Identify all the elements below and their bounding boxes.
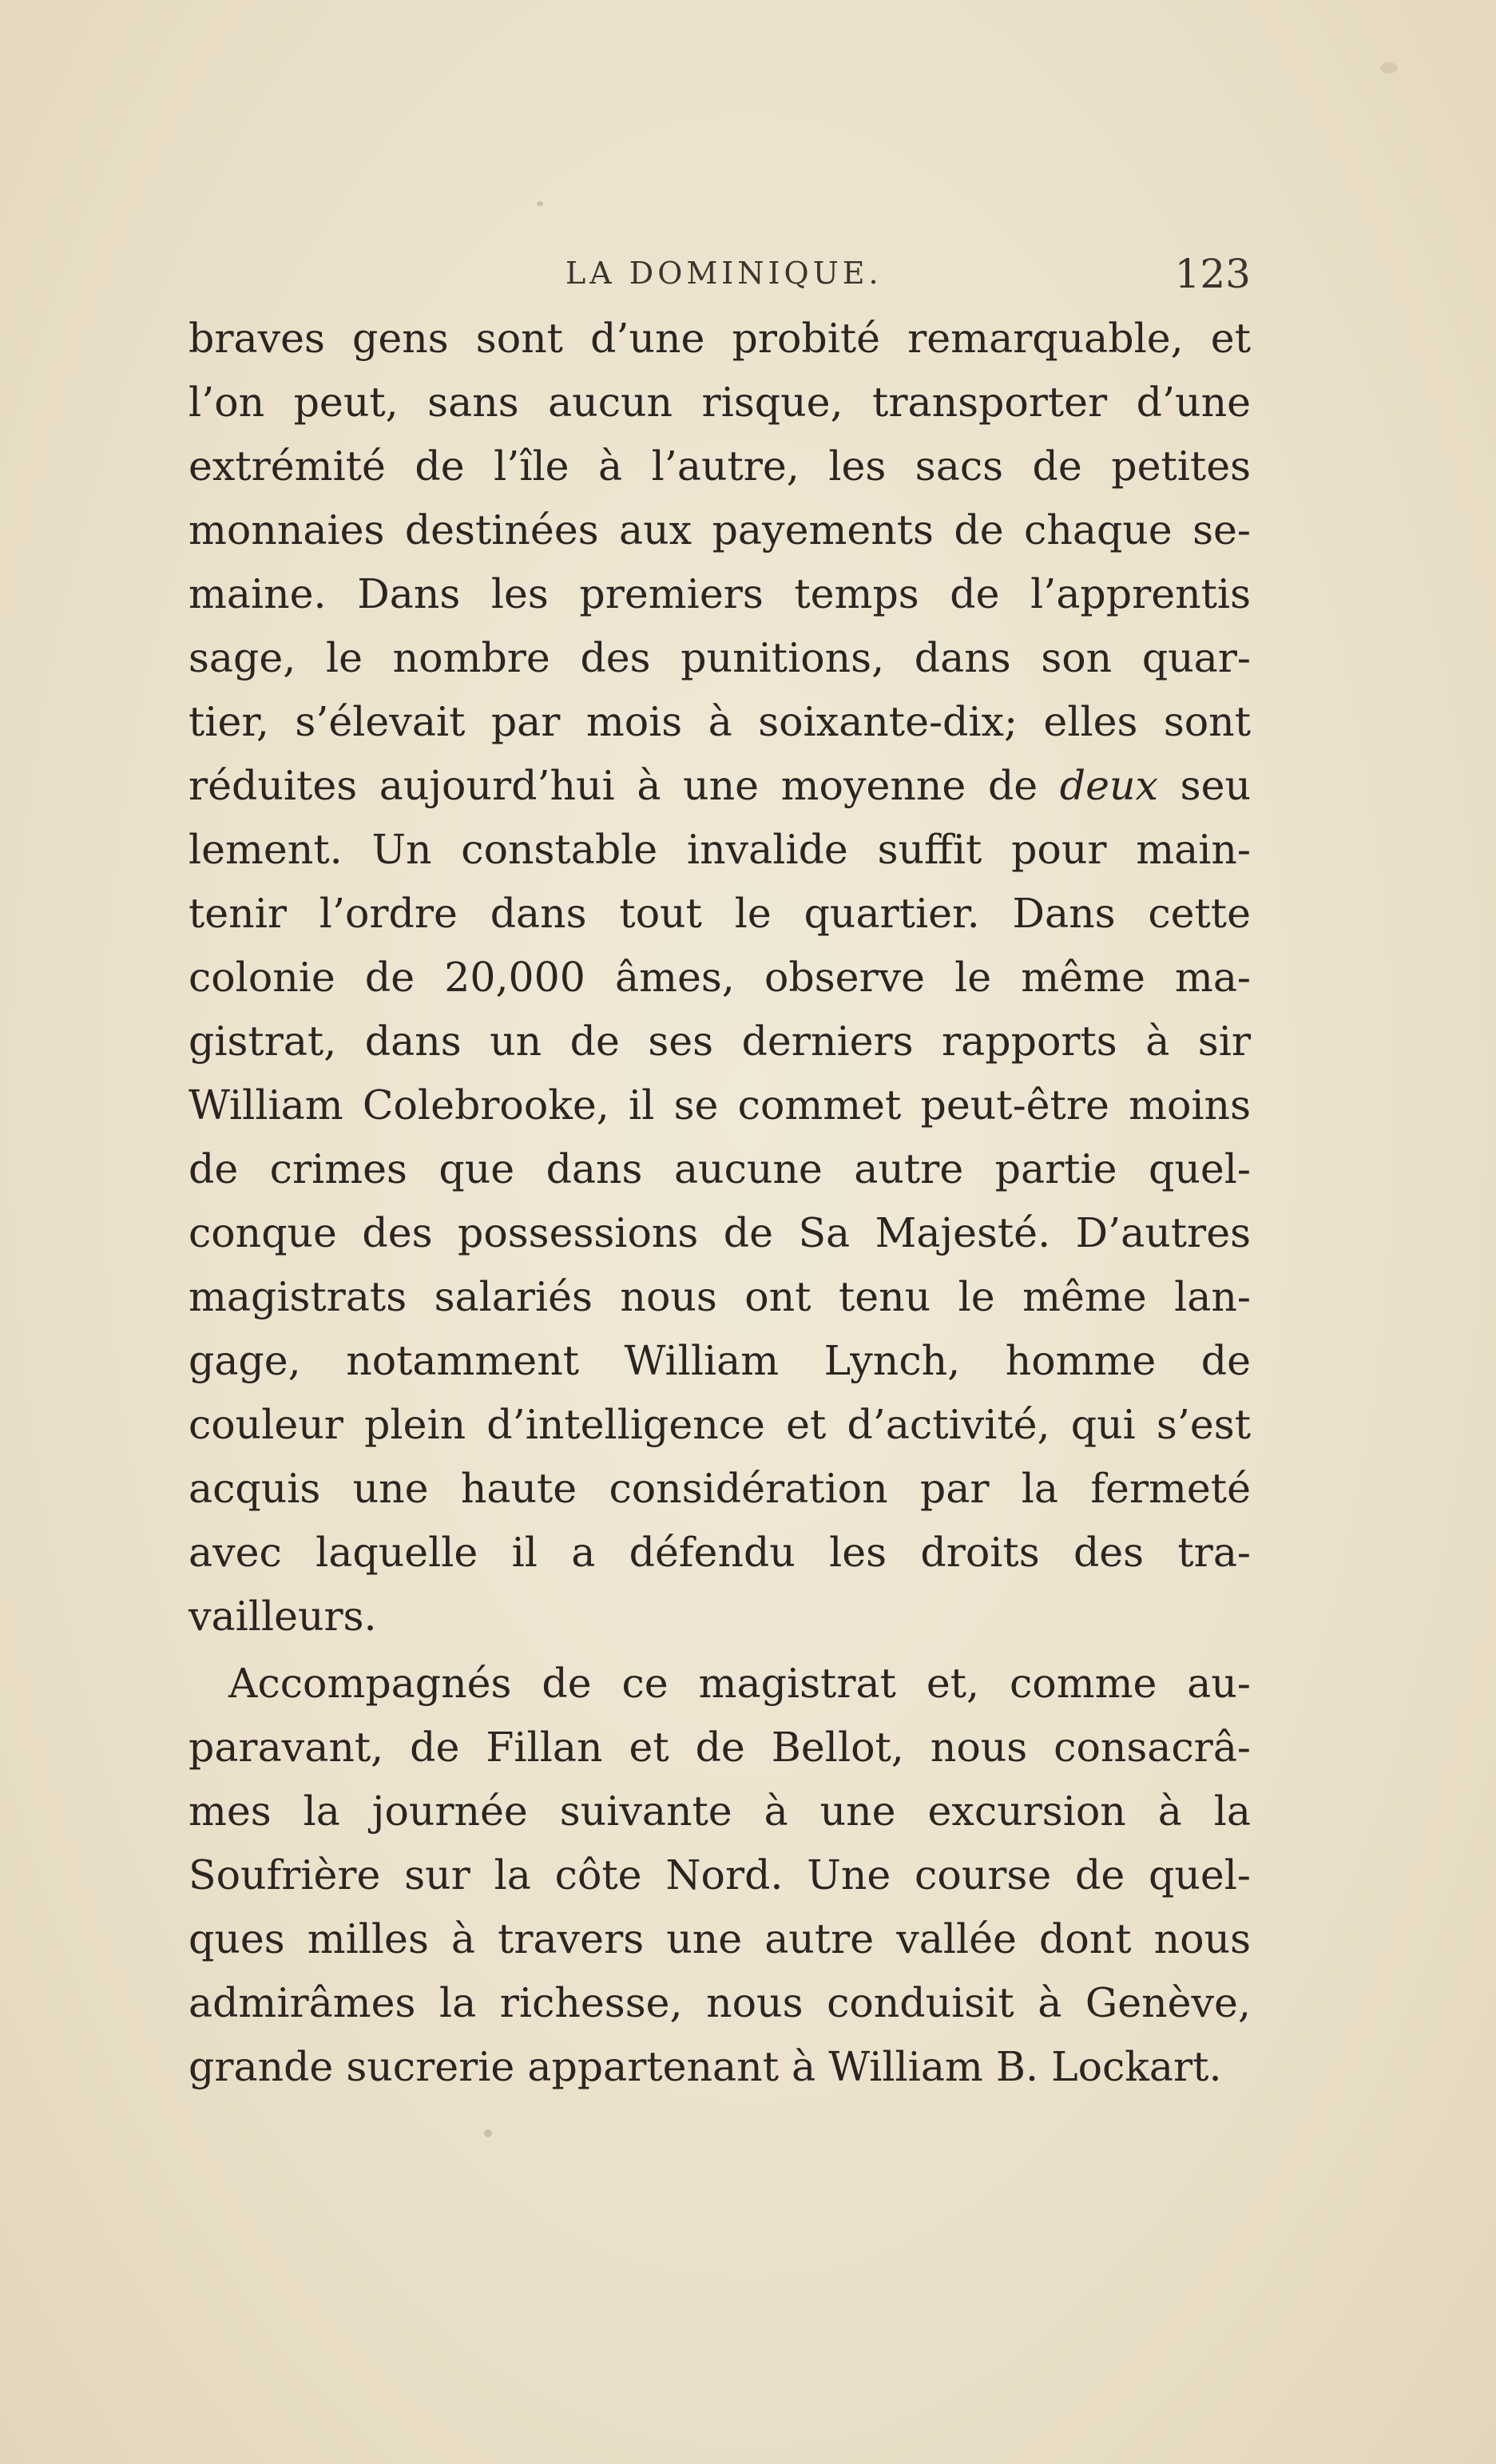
text-segment: seu [1158, 762, 1251, 809]
italic-word: deux [1059, 762, 1159, 809]
text-line: admirâmes la richesse, nous conduisit à Genève, [188, 1979, 1251, 2026]
text-line: acquis une haute considération par la fermeté [188, 1465, 1251, 1512]
paper-speck [484, 2129, 492, 2137]
text-line: extrémité de l’île à l’autre, les sacs de petites [188, 442, 1251, 490]
text-line: magistrats salariés nous ont tenu le même lan- [188, 1273, 1251, 1320]
text-line: l’on peut, sans aucun risque, transporter d’une [188, 379, 1251, 426]
page-number: 123 [1174, 251, 1251, 297]
text-line [188, 754, 1251, 818]
paragraph [188, 1652, 1251, 2099]
text-line: Soufrière sur la côte Nord. Une course de quel- [188, 1851, 1251, 1899]
running-title: LA DOMINIQUE. [565, 256, 883, 291]
text-line: colonie de 20,000 âmes, observe le même ma- [188, 954, 1251, 1001]
text-line: monnaies destinées aux payements de chaque se- [188, 506, 1251, 554]
text-line: maine. Dans les premiers temps de l’apprentis [188, 570, 1251, 617]
paragraph [188, 307, 1251, 1649]
text-line: gistrat, dans un de ses derniers rapports à sir [188, 1018, 1251, 1065]
paper-speck [537, 201, 543, 206]
text-line: gage, notamment William Lynch, homme de [188, 1337, 1251, 1384]
text-line: lement. Un constable invalide suffit pour main- [188, 826, 1251, 873]
running-header [188, 248, 1251, 304]
text-line: Accompagnés de ce magistrat et, comme au- [228, 1660, 1251, 1707]
text-line: braves gens sont d’une probité remarquable, et [188, 315, 1251, 362]
text-line: William Colebrooke, il se commet peut-être moins [188, 1081, 1251, 1129]
body-text [188, 307, 1251, 2099]
text-line: grande sucrerie appartenant à William B. Lockart. [188, 2043, 1222, 2090]
text-line: tier, s’élevait par mois à soixante-dix; elles sont [188, 698, 1251, 745]
text-segment: réduites aujourd’hui à une moyenne de [188, 762, 1060, 809]
text-line: tenir l’ordre dans tout le quartier. Dans cette [188, 890, 1251, 937]
text-line: sage, le nombre des punitions, dans son quar- [188, 634, 1251, 681]
text-line: conque des possessions de Sa Majesté. D’autres [188, 1209, 1251, 1256]
text-line: avec laquelle il a défendu les droits des tra- [188, 1529, 1251, 1576]
text-line: de crimes que dans aucune autre partie quel- [188, 1145, 1251, 1192]
text-line: ques milles à travers une autre vallée dont nous [188, 1915, 1251, 1962]
text-line: vailleurs. [188, 1593, 377, 1640]
paper-speck [1380, 62, 1398, 73]
text-line: mes la journée suivante à une excursion à la [188, 1787, 1251, 1835]
text-line: couleur plein d’intelligence et d’activité, qui s’est [188, 1401, 1251, 1448]
text-line: paravant, de Fillan et de Bellot, nous consacrâ- [188, 1724, 1251, 1771]
